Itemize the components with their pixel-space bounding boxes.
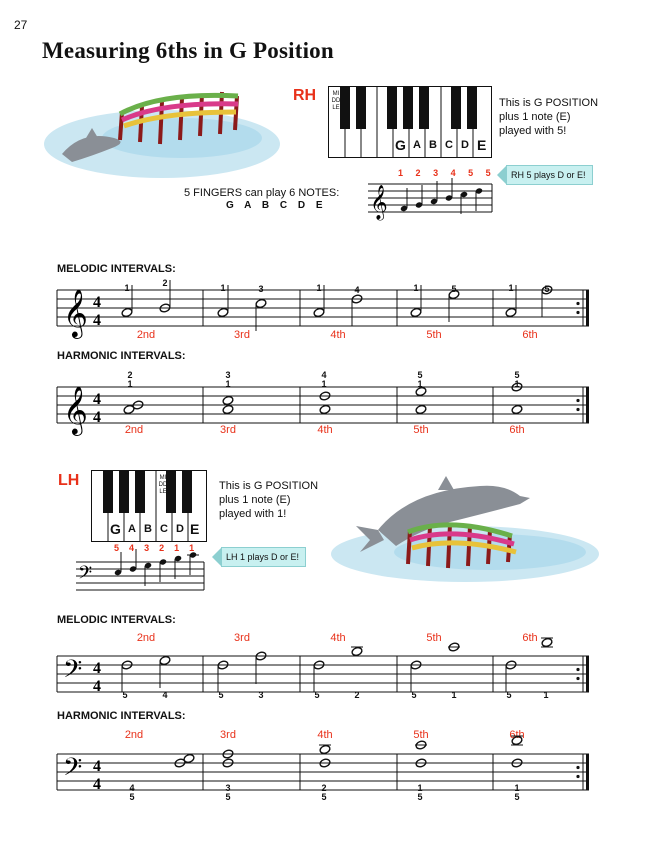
rh-key-letter: G [395, 137, 406, 153]
finger-number: 5 [417, 370, 423, 380]
middle-c-label: MIDDLE [158, 475, 168, 495]
time-signature-bottom: 4 [93, 409, 101, 426]
time-signature-bottom: 4 [93, 678, 101, 695]
finger-number: 4 [129, 783, 135, 793]
interval-label: 6th [509, 729, 525, 741]
rh-harmonic-heading: HARMONIC INTERVALS: [57, 350, 186, 362]
rh-keyboard [328, 86, 492, 158]
finger-number: 1 [316, 283, 322, 293]
finger-number: 5 [514, 792, 520, 802]
lh-key-letter: D [176, 523, 184, 535]
fingering-number: 4 [450, 168, 456, 178]
rh-info-line: This is G POSITION [499, 97, 599, 109]
lh-key-letter: A [128, 523, 136, 535]
finger-number: 4 [354, 285, 360, 295]
lh-harmonic-heading: HARMONIC INTERVALS: [57, 710, 186, 722]
time-signature-top: 4 [93, 294, 101, 311]
interval-label: 4th [317, 729, 333, 741]
rh-info-line: played with 5! [499, 125, 567, 137]
rh-key-letter: B [429, 139, 437, 151]
finger-number: 1 [543, 690, 549, 700]
rh-tip-tag: RH 5 plays D or E! [506, 165, 593, 185]
lh-tip-tag: LH 1 plays D or E! [221, 547, 306, 567]
finger-number: 3 [258, 690, 264, 700]
interval-label: 5th [426, 329, 442, 341]
svg-text:𝄞: 𝄞 [370, 185, 388, 220]
finger-number: 1 [321, 379, 327, 389]
finger-number: 2 [321, 783, 327, 793]
finger-number: 1 [220, 283, 226, 293]
interval-label: 3rd [220, 424, 236, 436]
finger-number: 5 [321, 792, 327, 802]
rh-position-staff [368, 180, 494, 220]
finger-number: 4 [162, 690, 168, 700]
interval-label: 6th [522, 632, 538, 644]
svg-text:𝄢: 𝄢 [78, 563, 93, 588]
fingering-number: 1 [398, 168, 404, 178]
finger-number: 1 [225, 379, 231, 389]
page-title: Measuring 6ths in G Position [42, 38, 334, 63]
rh-key-letter: D [461, 139, 469, 151]
finger-number: 5 [506, 690, 512, 700]
finger-number: 5 [514, 370, 520, 380]
lh-label: LH [58, 472, 80, 489]
time-signature-top: 4 [93, 660, 101, 677]
interval-label: 4th [330, 329, 346, 341]
time-signature-bottom: 4 [93, 312, 101, 329]
finger-number: 5 [417, 792, 423, 802]
finger-number: 1 [127, 379, 133, 389]
lh-key-letter: E [190, 521, 200, 537]
time-signature-bottom: 4 [93, 776, 101, 793]
finger-number: 2 [162, 278, 168, 288]
finger-number: 1 [417, 783, 423, 793]
finger-number: 5 [544, 284, 550, 294]
lh-key-letter: G [110, 521, 121, 537]
interval-label: 3rd [220, 729, 236, 741]
fingering-number: 1 [189, 543, 195, 553]
svg-text:𝄢: 𝄢 [63, 655, 83, 690]
finger-number: 2 [354, 690, 360, 700]
interval-label: 3rd [234, 632, 250, 644]
fingering-number: 2 [415, 168, 421, 178]
rh-melodic-heading: MELODIC INTERVALS: [57, 263, 176, 275]
rh-key-letter: A [413, 139, 421, 151]
middle-c-label: MIDDLE [331, 91, 341, 111]
dolphin-illustration-bottom [330, 470, 600, 586]
fingering-number: 3 [433, 168, 439, 178]
finger-number: 2 [127, 370, 133, 380]
time-signature-top: 4 [93, 391, 101, 408]
interval-label: 6th [522, 329, 538, 341]
interval-label: 4th [317, 424, 333, 436]
fingering-number: 5 [114, 543, 120, 553]
fingering-number: 1 [174, 543, 180, 553]
fingering-number: 3 [144, 543, 150, 553]
finger-number: 1 [451, 690, 457, 700]
interval-label: 3rd [234, 329, 250, 341]
lh-fingering [114, 543, 194, 553]
interval-label: 5th [413, 729, 429, 741]
svg-text:𝄞: 𝄞 [63, 385, 88, 434]
finger-number: 1 [413, 283, 419, 293]
lh-info-line: played with 1! [219, 508, 287, 520]
rh-info [499, 96, 598, 138]
finger-number: 1 [514, 783, 520, 793]
fingering-number: 5 [485, 168, 491, 178]
lh-info [219, 479, 318, 521]
finger-number: 5 [411, 690, 417, 700]
fingering-number: 2 [159, 543, 165, 553]
finger-number: 5 [122, 690, 128, 700]
finger-number: 1 [417, 379, 423, 389]
lh-melodic-heading: MELODIC INTERVALS: [57, 614, 176, 626]
finger-number: 5 [129, 792, 135, 802]
finger-number: 1 [508, 283, 514, 293]
rh-note-names: G A B C D E [226, 200, 327, 211]
finger-number: 5 [314, 690, 320, 700]
rh-label: RH [293, 87, 317, 104]
svg-text:𝄞: 𝄞 [63, 288, 88, 337]
finger-number: 3 [225, 783, 231, 793]
interval-label: 2nd [124, 729, 144, 741]
finger-number: 3 [225, 370, 231, 380]
rh-fingering [398, 168, 491, 178]
lh-info-line: plus 1 note (E) [219, 494, 291, 506]
rh-key-letter: C [445, 139, 453, 151]
interval-label: 5th [426, 632, 442, 644]
finger-number: 4 [321, 370, 327, 380]
finger-number: 3 [258, 284, 264, 294]
fingering-number: 4 [129, 543, 135, 553]
interval-label: 4th [330, 632, 346, 644]
lh-keyboard [91, 470, 207, 542]
lh-info-line: This is G POSITION [219, 480, 319, 492]
lh-key-letter: C [160, 523, 168, 535]
interval-label: 2nd [124, 424, 144, 436]
finger-number: 5 [218, 690, 224, 700]
lh-key-letter: B [144, 523, 152, 535]
interval-label: 2nd [136, 632, 156, 644]
interval-label: 2nd [136, 329, 156, 341]
lh-position-staff [76, 558, 206, 594]
finger-number: 5 [451, 284, 457, 294]
dolphin-illustration-top [42, 82, 282, 182]
rh-info-line: plus 1 note (E) [499, 111, 571, 123]
fingering-number: 5 [468, 168, 474, 178]
finger-number: 1 [124, 283, 130, 293]
rh-key-letter: E [477, 137, 487, 153]
finger-number: 5 [225, 792, 231, 802]
time-signature-top: 4 [93, 758, 101, 775]
page-number: 27 [14, 18, 28, 32]
svg-text:𝄢: 𝄢 [63, 753, 83, 788]
finger-number: 1 [514, 379, 520, 389]
interval-label: 6th [509, 424, 525, 436]
interval-label: 5th [413, 424, 429, 436]
lh-melodic-staff [57, 648, 591, 695]
rh-fingers-caption: 5 FINGERS can play 6 NOTES: [184, 187, 340, 199]
